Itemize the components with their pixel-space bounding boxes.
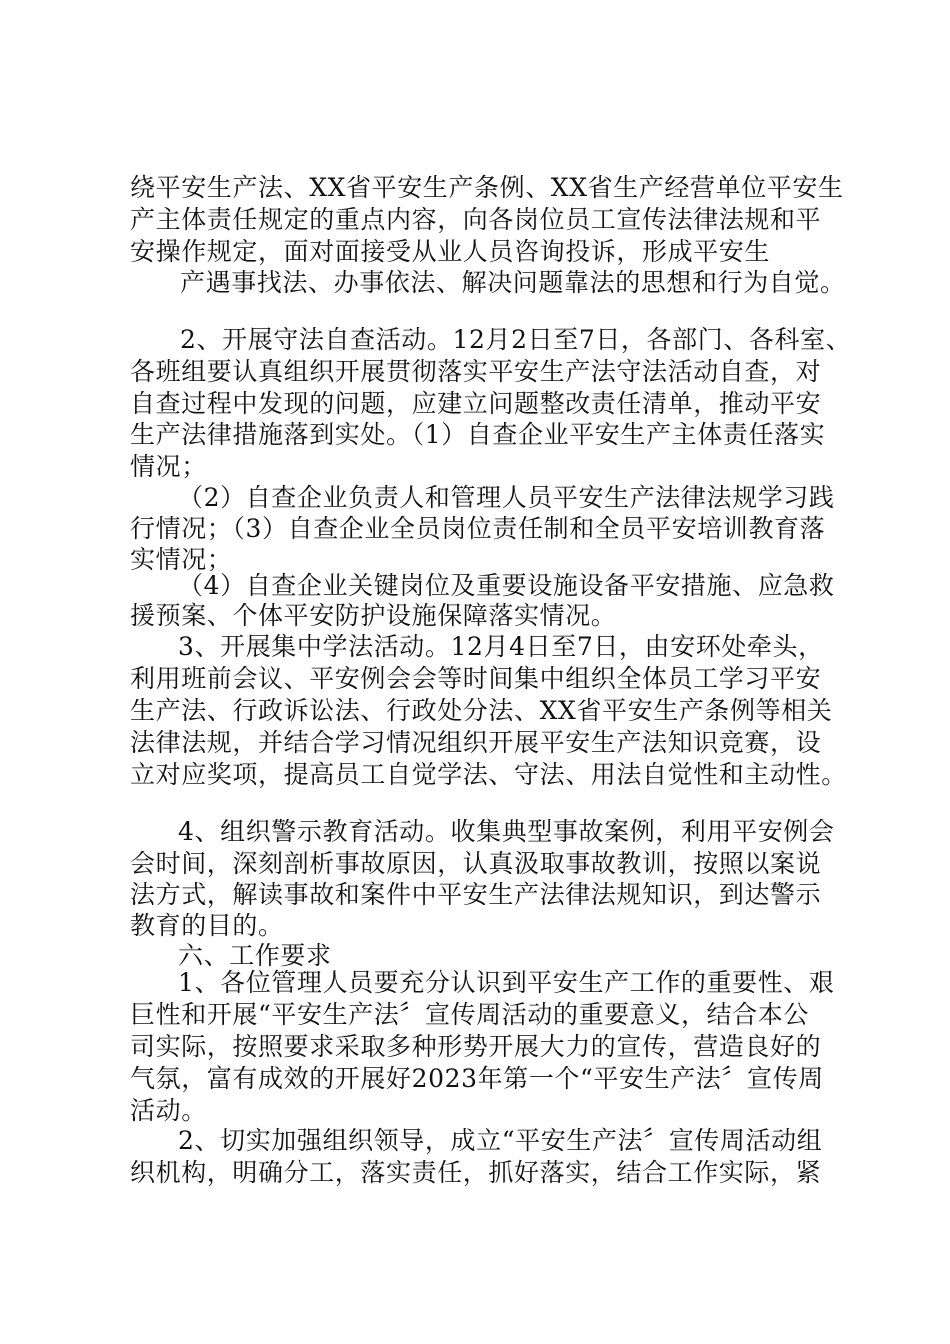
text-line: 各班组要认真组织开展贯彻落实平安生产法守法活动自查，对 [130, 357, 822, 386]
text-line: 1、各位管理人员要充分认识到平安生产工作的重要性、艰 [178, 968, 835, 997]
text-line: 实情况； [130, 545, 233, 574]
text-line: 绕平安生产法、XX省平安生产条例、XX省生产经营单位平安生 [130, 173, 844, 202]
text-line: 行情况；（3）自查企业全员岗位责任制和全员平安培训教育落 [130, 514, 826, 543]
text-line: 活动。 [130, 1096, 207, 1125]
section-heading: 六、工作要求 [178, 941, 332, 970]
text-line: 自查过程中发现的问题，应建立问题整改责任清单，推动平安 [130, 389, 822, 418]
text-line: 安操作规定，面对面接受从业人员咨询投诉，形成平安生 [130, 237, 771, 266]
text-line: 4、组织警示教育活动。收集典型事故案例，利用平安例会 [178, 817, 835, 846]
text-line: 2、切实加强组织领导，成立“平安生产法〞宣传周活动组 [178, 1126, 823, 1155]
text-line: 司实际，按照要求采取多种形势开展大力的宣传，营造良好的 [130, 1032, 822, 1061]
text-line: 情况； [130, 452, 207, 481]
text-line: 会时间，深刻剖析事故原因，认真汲取事故教训，按照以案说 [130, 849, 822, 878]
text-line: 3、开展集中学法活动。12月4日至7日，由安环处牵头， [178, 632, 824, 661]
text-line: 产遇事找法、办事依法、解决问题靠法的思想和行为自觉。 [180, 268, 846, 297]
text-line: 法律法规，并结合学习情况组织开展平安生产法知识竞赛，设 [130, 728, 822, 757]
text-line: 立对应奖项，提高员工自觉学法、守法、用法自觉性和主动性。 [130, 760, 847, 789]
text-line: 利用班前会议、平安例会会等时间集中组织全体员工学习平安 [130, 664, 822, 693]
text-line: （2）自查企业负责人和管理人员平安生产法律法规学习践 [178, 483, 835, 512]
text-line: 气氛，富有成效的开展好2023年第一个“平安生产法〞宣传周 [130, 1064, 824, 1093]
text-line: 生产法律措施落到实处。（1）自查企业平安生产主体责任落实 [130, 420, 826, 449]
text-line: 2、开展守法自查活动。12月2日至7日，各部门、各科室、 [180, 325, 852, 354]
text-line: 生产法、行政诉讼法、行政处分法、XX省平安生产条例等相关 [130, 696, 833, 725]
text-line: 教育的目的。 [130, 911, 284, 940]
text-line: 法方式，解读事故和案件中平安生产法律法规知识，到达警示 [130, 880, 822, 909]
text-line: 织机构，明确分工，落实责任，抓好落实，结合工作实际，紧 [130, 1158, 822, 1187]
text-line: （4）自查企业关键岗位及重要设施设备平安措施、应急救 [178, 571, 835, 600]
text-line: 产主体责任规定的重点内容，向各岗位员工宣传法律法规和平 [130, 205, 822, 234]
text-line: 巨性和开展“平安生产法〞宣传周活动的重要意义，结合本公 [130, 1000, 809, 1029]
text-line: 援预案、个体平安防护设施保障落实情况。 [130, 601, 617, 630]
